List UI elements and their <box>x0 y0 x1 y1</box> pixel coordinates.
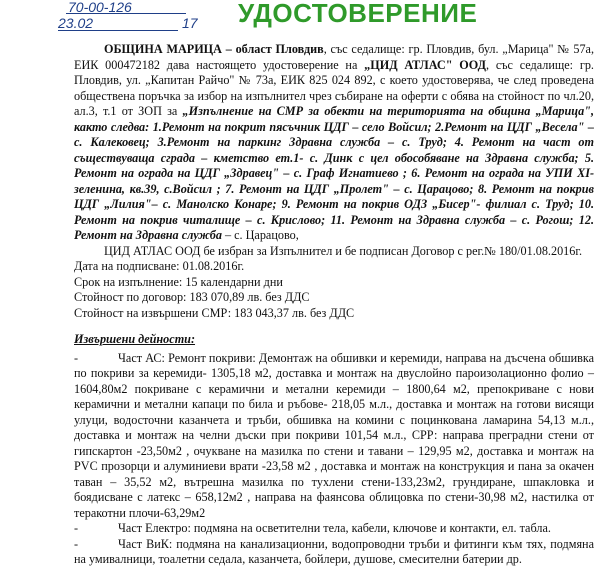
works-item-as-text: Част АС: Ремонт покриви: Демонтаж на обшивки и керемиди, направа на дъсчена обшивка по покриви за керемиди- 1305,18 м2, доставка и монтаж на двуслойно пароизолационно фолио – 1604,80м2 покриване с керамични и метални керемиди – 1800,64 м2, препокриване с нови керамични и метални капаци по била и ръбове- 218,05 м.л., доставка и монтаж на готови висящи улуци, водосточни казанчета и тръби, обшивка на комини с поцинкована ламарина 54,13 м.л., доставка и монтаж на челни дъски при покриви 101,54 м.л., СРР: направа преградни стени от гипскартон -23,50м2 , очукване на мазилка по стени и тавани – 129,95 м2, доставка и монтаж на PVC прозорци и алуминиеви врати -23,58 м2 , доставка и монтаж на конструкция и пана за окачен таван – 35,52 м2, вътрешна мазилка по тухлени стени-133,23м2, грундиране, шпакловка и боядисване с латекс – 658,12м2 , направа на фаянсова облицовка по стени-30,98 м2, настилка от теракотни плочи-63,29м2 <box>74 350 594 520</box>
works-item-electro-text: Част Електро: подмяна на осветителни тела, кабели, ключове и контакти, ел. табла. <box>118 521 551 535</box>
intro-text-2: , със седалище: гр. Пловдив, ул. „Капитан Райчо" № 73а, ЕИК 825 024 892, с което удостоверява, че след проведена обществена поръчка за избор на изпълнител чрез събиране на оферти с обява на стойност по чл.20, ал.3, т.1 от ЗОП за <box>74 57 594 118</box>
document-body <box>74 42 594 568</box>
list-dash: - <box>74 350 79 365</box>
section-gap <box>74 321 594 332</box>
stamp-number: 70-00-126 <box>68 0 132 15</box>
document-title: УДОСТОВЕРЕНИЕ <box>238 0 478 28</box>
intro-text-3: – с. Царацово, <box>221 228 299 242</box>
stamp-underline-1 <box>66 13 186 14</box>
list-dash: - <box>74 521 79 535</box>
intro-paragraph <box>74 42 594 244</box>
procurement-subject: „Изпълнение на СМР за обекти на територията на община „Марица", както следва: 1.Ремонт на покрит пясъчник ЦДГ – село Войсил; 2.Ремонт на ЦДГ „Весела" – с. Калековец; 3.Ремонт на паркинг Здравна служба – с. Труд; 4. Ремонт на част от съществуваща сграда – кметство ет.1- с. Динк с цел обособяване на Здравна служба; 5. Ремонт на ограда на ЦДГ „Здравец" – с. Граф Игнатиево ; 6. Ремонт на ограда на УПИ XI-зеленина, кв.39, с.Войсил ; 7. Ремонт на ЦДГ „Пролет" – с. Царацово; 8. Ремонт на покрив ЦДГ „Лилия"– с. Манолско Конаре; 9. Ремонт на покрив ОДЗ „Бисер"- филиал с. Труд; 10. Ремонт на покрив читалище – с. Крислово; 11. Ремонт на Здравна служба – с. Рогош; 12. Ремонт на Здравна служба <box>74 104 594 242</box>
contractor-name: „ЦИД АТЛАС" ООД <box>364 57 486 72</box>
works-item-vik-text: Част ВиК: подмяна на канализационни, водопроводни тръби и фитинги към тях, подмяна на умивалници, тоалетни седала, казанчета, бойлери, душове, смесителни батерии др. <box>74 536 594 566</box>
list-dash: - <box>74 536 79 551</box>
works-item-vik <box>74 537 594 568</box>
works-heading: Извършени дейности: <box>74 332 196 346</box>
stamp-year: 17 <box>182 15 198 31</box>
issuer-name: ОБЩИНА МАРИЦА – област Пловдив <box>104 42 324 56</box>
executed-value: Стойност на извършени СМР: 183 043,37 лв. без ДДС <box>74 305 355 320</box>
stamp-date: 23.02 <box>58 15 94 31</box>
works-item-electro <box>74 521 594 537</box>
contract-value: Стойност по договор: 183 070,89 лв. без ДДС <box>74 290 310 304</box>
selection-statement: ЦИД АТЛАС ООД бе избран за Изпълнител и бе подписан Договор с рег.№ 180/01.08.2016г. <box>104 243 583 258</box>
signing-date: Дата на подписване: 01.08.2016г. <box>74 259 245 273</box>
stamp-underline-2 <box>58 30 178 31</box>
works-item-as <box>74 351 594 522</box>
execution-term: Срок на изпълнение: 15 календарни дни <box>74 274 283 289</box>
intro-text-1: , със седалище: гр. Пловдив, бул. „Марица" № 57а, ЕИК 000472182 дава настоящето удостоверение на <box>74 42 594 72</box>
